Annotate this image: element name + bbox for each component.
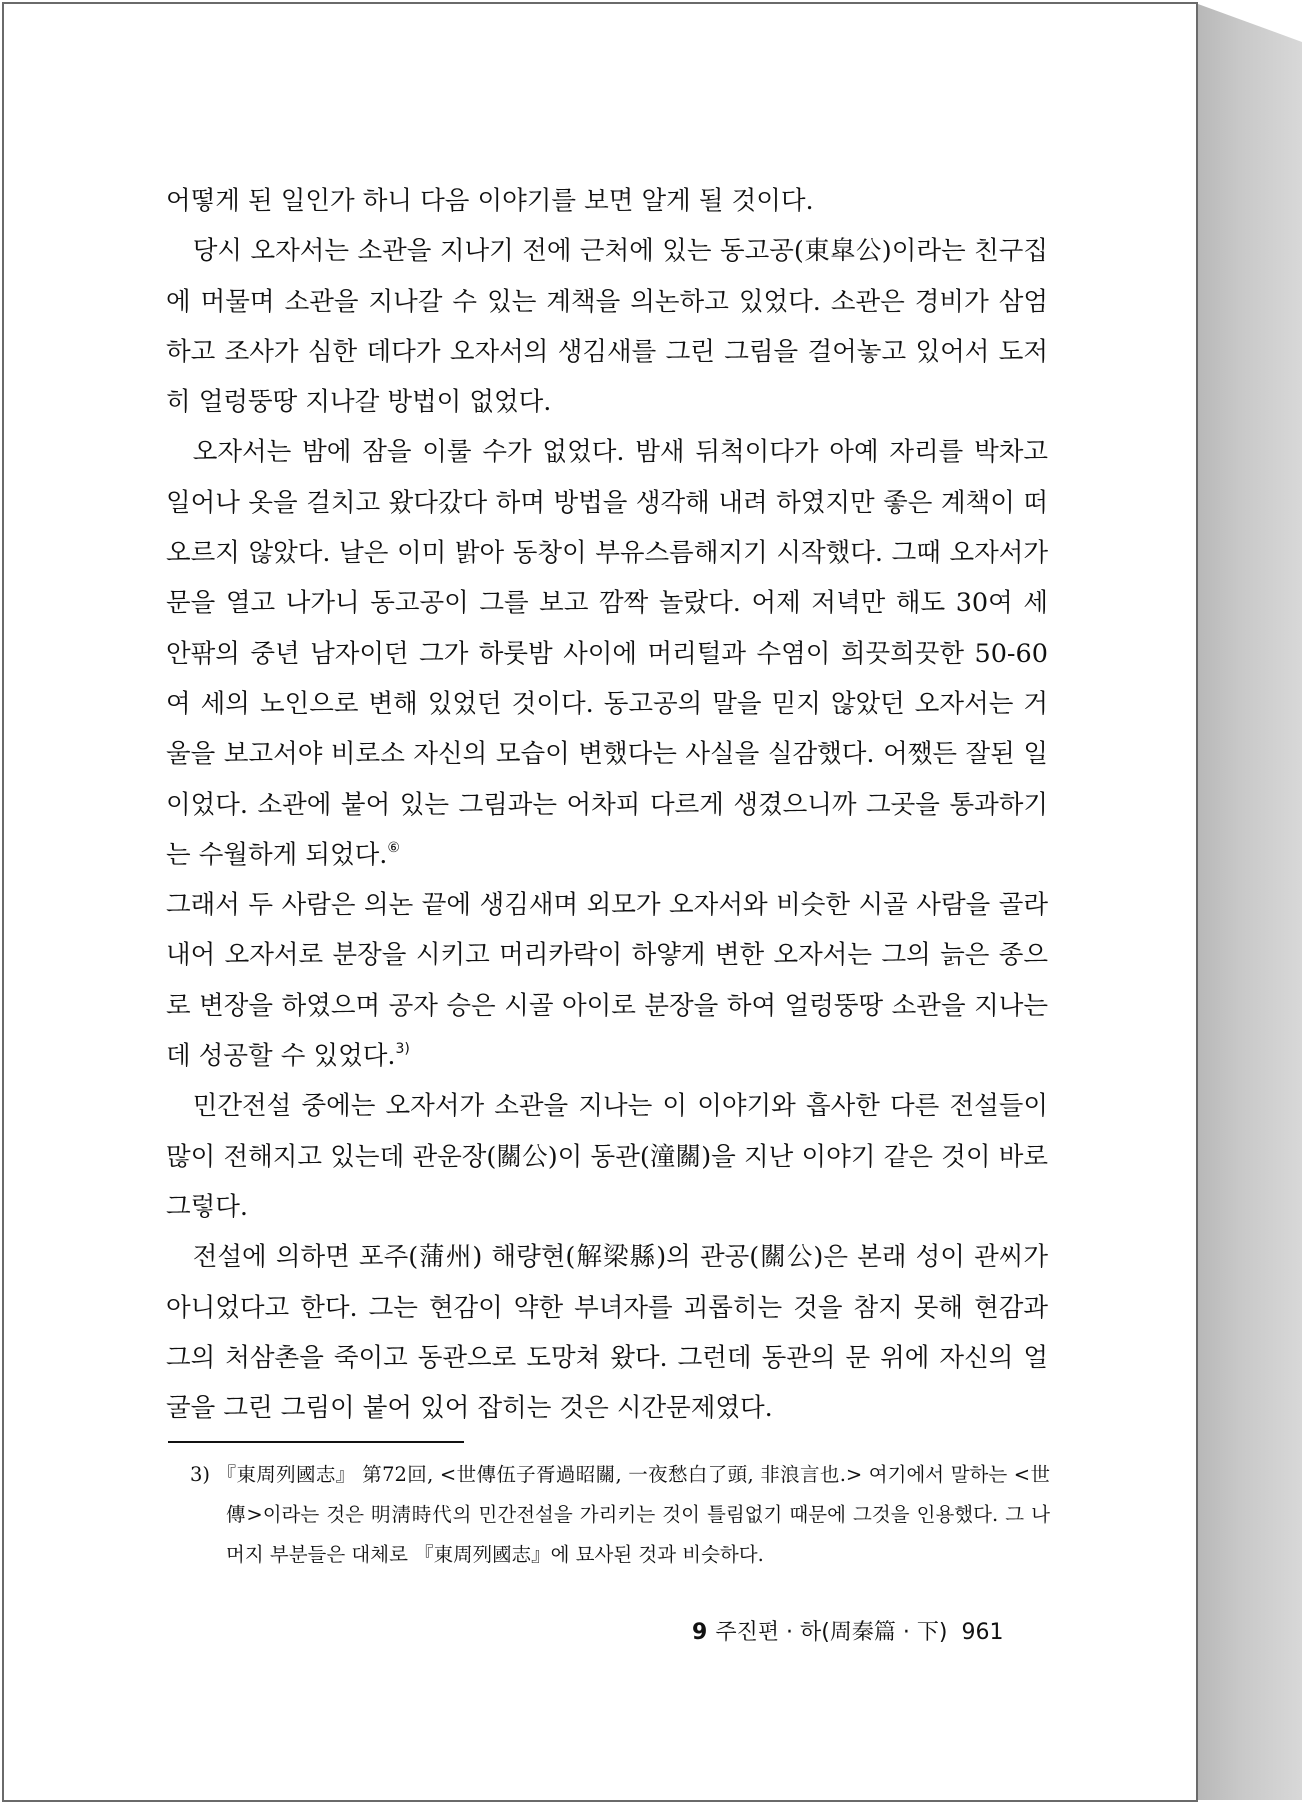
footnote-marker: 3)	[395, 1041, 410, 1058]
footnote-marker: ⑥	[387, 839, 400, 856]
paragraph-text: 오자서는 밤에 잠을 이룰 수가 없었다. 밤새 뒤척이다가 아예 자리를 박차고 일어나 옷을 걸치고 왔다갔다 하며 방법을 생각해 내려 하였지만 좋은 계책이 떠오르지 않았다. 날은 이미 밝아 동창이 부유스름해지기 시작했다. 그때 오자서가 문을 열고 나가니 동고공이 그를 보고 깜짝 놀랐다. 어제 저녁만 해도 30여 세 안팎의 중년 남자이던 그가 하룻밤 사이에 머리털과 수염이 희끗희끗한 50-60여 세의 노인으로 변해 있었던 것이다. 동고공의 말을 믿지 않았던 오자서는 거울을 보고서야 비로소 자신의 모습이 변했다는 사실을 실감했다. 어쨌든 잘된 일이었다. 소관에 붙어 있는 그림과는 어차피 다르게 생겼으니까 그곳을 통과하기는 수월하게 되었다.	[166, 437, 1048, 870]
body-text	[166, 176, 1048, 1433]
paragraph	[166, 176, 1048, 226]
paragraph	[166, 1232, 1048, 1433]
paragraph-text: 민간전설 중에는 오자서가 소관을 지나는 이 이야기와 흡사한 다른 전설들이 많이 전해지고 있는데 관운장(關公)이 동관(潼關)을 지난 이야기 같은 것이 바로 그렇다.	[166, 1091, 1048, 1222]
page-number: 961	[961, 1620, 1004, 1645]
paragraph	[166, 226, 1048, 427]
footnote: 3) 『東周列國志』 第72回, <世傳伍子胥過昭關, 一夜愁白了頭, 非浪言也.> 여기에서 말하는 <世傳>이라는 것은 明淸時代의 민간전설을 가리키는 것이 틀림없기 때문에 그것을 인용했다. 그 나머지 부분들은 대체로 『東周列國志』에 묘사된 것과 비슷하다.	[190, 1463, 1050, 1566]
book-page	[2, 2, 1198, 1802]
paragraph-text: 어떻게 된 일인가 하니 다음 이야기를 보면 알게 될 것이다.	[166, 186, 814, 216]
chapter-title: 주진편 · 하(周秦篇 · 下)	[715, 1620, 948, 1645]
book-page-stack-edge	[1198, 4, 1302, 1800]
chapter-number: 9	[692, 1620, 708, 1645]
paragraph-text: 전설에 의하면 포주(蒲州) 해량현(解梁縣)의 관공(關公)은 본래 성이 관씨가 아니었다고 한다. 그는 현감이 약한 부녀자를 괴롭히는 것을 참지 못해 현감과 그의 처삼촌을 죽이고 동관으로 도망쳐 왔다. 그런데 동관의 문 위에 자신의 얼굴을 그린 그림이 붙어 있어 잡히는 것은 시간문제였다.	[166, 1242, 1048, 1424]
paragraph	[166, 427, 1048, 880]
paragraph-text: 당시 오자서는 소관을 지나기 전에 근처에 있는 동고공(東皐公)이라는 친구집에 머물며 소관을 지나갈 수 있는 계책을 의논하고 있었다. 소관은 경비가 삼엄하고 조사가 심한 데다가 오자서의 생김새를 그린 그림을 걸어놓고 있어서 도저히 얼렁뚱땅 지나갈 방법이 없었다.	[166, 236, 1048, 418]
footnote-divider	[168, 1441, 464, 1443]
paragraph	[166, 880, 1048, 1081]
paragraph	[166, 1081, 1048, 1232]
page-footer	[692, 1618, 1003, 1648]
paragraph-text: 그래서 두 사람은 의논 끝에 생김새며 외모가 오자서와 비슷한 시골 사람을 골라내어 오자서로 분장을 시키고 머리카락이 하얗게 변한 오자서는 그의 늙은 종으로 변장을 하였으며 공자 승은 시골 아이로 분장을 하여 얼렁뚱땅 소관을 지나는데 성공할 수 있었다.	[166, 890, 1048, 1072]
footnotes	[190, 1455, 1050, 1575]
